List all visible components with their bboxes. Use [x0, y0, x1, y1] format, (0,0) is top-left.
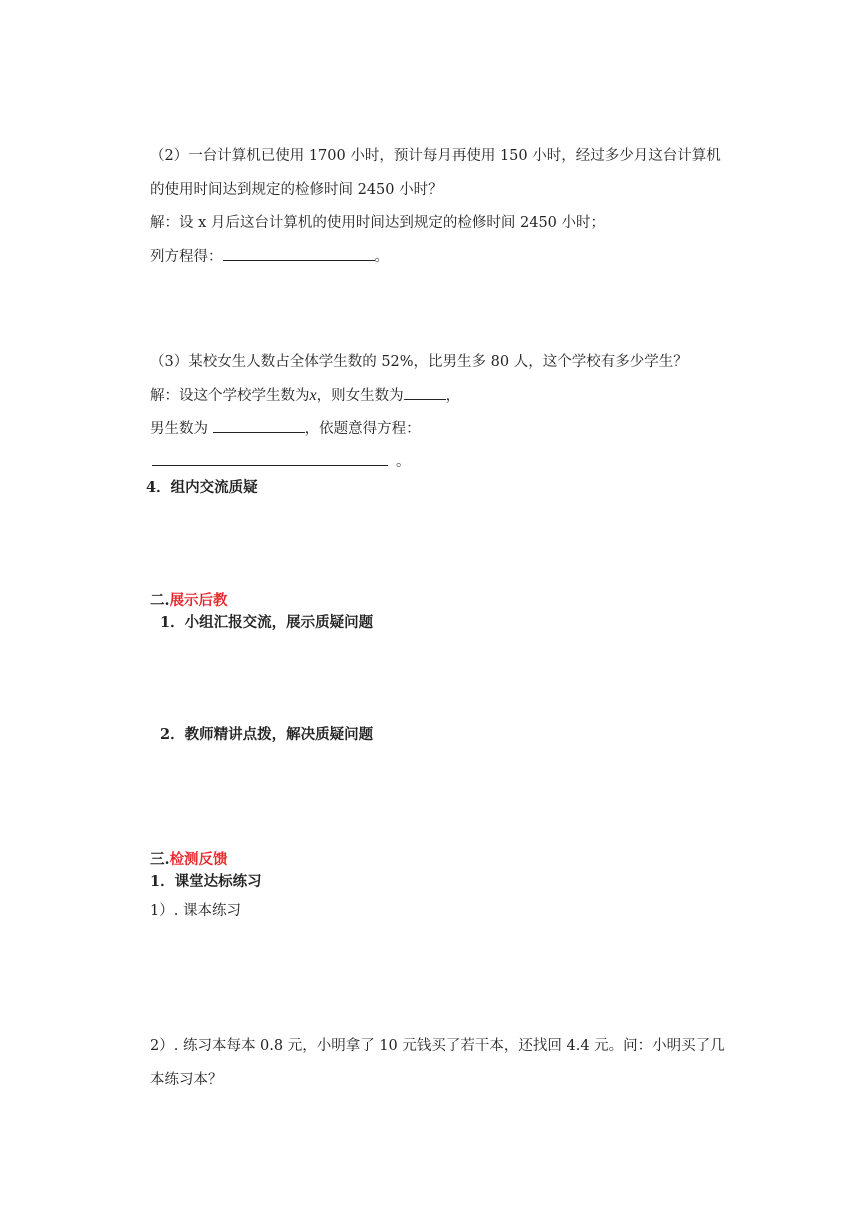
problem3-solution-line [150, 385, 460, 406]
section3-title: 检测反馈 [169, 851, 228, 868]
section2-title: 展示后教 [169, 592, 228, 609]
section3-item1: 1．课堂达标练习 [150, 873, 262, 890]
equation-blank[interactable] [223, 246, 375, 261]
solution-comma: ， [445, 388, 461, 404]
equation-period: 。 [374, 249, 389, 265]
section2-item2: 2．教师精讲点拨，解决质疑问题 [160, 726, 374, 743]
section3-heading [150, 850, 228, 870]
step4-heading: 4．组内交流质疑 [146, 479, 258, 496]
solution-mid: ，则女生数为 [316, 388, 404, 404]
section2-number: 二. [150, 592, 170, 609]
section3-sub2-line1: 2）. 练习本每本 0.8 元，小明拿了 10 元钱买了若干本，还找回 4.4 元。问：小明买了几 [150, 1038, 725, 1054]
equation-label: 列方程得： [150, 249, 223, 265]
solution-prefix: 解：设这个学校学生数为 [150, 388, 310, 404]
variable-x: x [309, 387, 317, 404]
section2-item1: 1．小组汇报交流，展示质疑问题 [160, 614, 374, 631]
problem2-equation-line [150, 246, 389, 267]
male-count-blank[interactable] [213, 418, 305, 433]
section3-sub2-line2: 本练习本？ [150, 1072, 223, 1088]
problem3-equation-blank[interactable] [152, 465, 388, 466]
male-suffix: ，依题意得方程： [304, 421, 421, 437]
problem2-line1: （2）一台计算机已使用 1700 小时，预计每月再使用 150 小时，经过多少月这台计算机 [150, 148, 721, 164]
problem3-line1: （3）某校女生人数占全体学生数的 52%，比男生多 80 人，这个学校有多少学生？ [150, 354, 688, 370]
problem3-male-line [150, 418, 421, 439]
problem2-line2: 的使用时间达到规定的检修时间 2450 小时？ [150, 182, 443, 198]
problem2-solution-line: 解：设 x 月后这台计算机的使用时间达到规定的检修时间 2450 小时； [150, 215, 606, 231]
section3-number: 三. [150, 851, 170, 868]
section2-heading [150, 591, 228, 611]
male-prefix: 男生数为 [150, 421, 213, 437]
female-count-blank[interactable] [404, 385, 446, 400]
section3-sub1: 1）. 课本练习 [150, 903, 241, 919]
problem3-equation-period: 。 [396, 454, 411, 470]
